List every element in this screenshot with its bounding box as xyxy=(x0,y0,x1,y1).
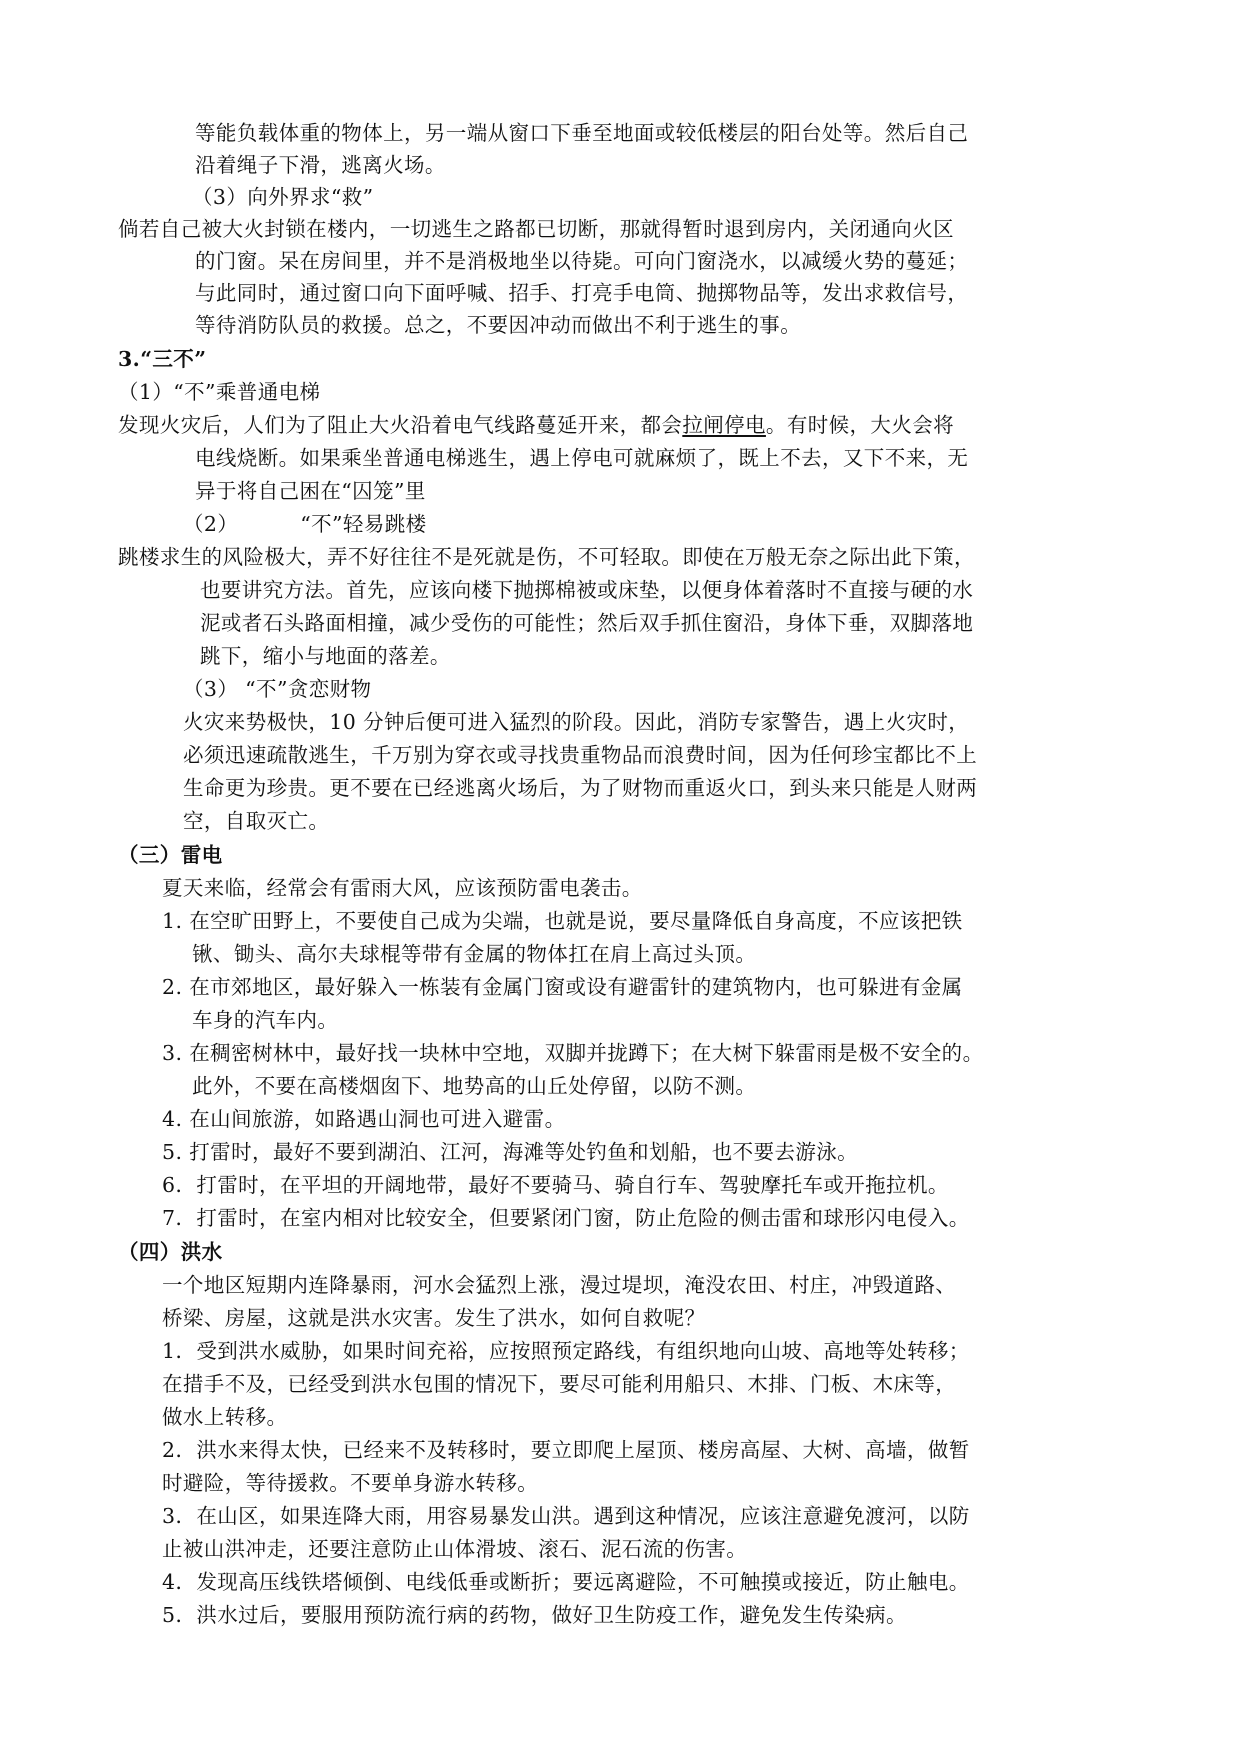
subsection-heading xyxy=(183,509,427,539)
list-item: 3. 在稠密树林中，最好找一块林中空地，双脚并拢蹲下；在大树下躲雷雨是极不安全的。 xyxy=(162,1041,984,1065)
list-item-continued: 止被山洪冲走，还要注意防止山体滑坡、滚石、泥石流的伤害。 xyxy=(162,1537,748,1561)
paragraph-line: 必须迅速疏散逃生，千万别为穿衣或寻找贵重物品而浪费时间，因为任何珍宝都比不上 xyxy=(183,743,978,767)
paragraph-line: 沿着绳子下滑，逃离火场。 xyxy=(195,153,446,177)
paragraph-line: 异于将自己困在“囚笼”里 xyxy=(195,479,426,503)
paragraph-line: 等待消防队员的救援。总之，不要因冲动而做出不利于逃生的事。 xyxy=(195,313,802,337)
list-item: 4. 在山间旅游，如路遇山洞也可进入避雷。 xyxy=(162,1107,566,1131)
subsection-heading: （3） “不”贪恋财物 xyxy=(183,677,372,701)
section-heading: （三）雷电 xyxy=(118,843,223,867)
paragraph-text: 发现火灾后，人们为了阻止大火沿着电气线路蔓延开来，都会 xyxy=(118,413,683,437)
list-item: 4．发现高压线铁塔倾倒、电线低垂或断折；要远离避险，不可触摸或接近，防止触电。 xyxy=(162,1570,970,1594)
list-item-continued: 锹、锄头、高尔夫球棍等带有金属的物体扛在肩上高过头顶。 xyxy=(192,942,757,966)
list-item: 3．在山区，如果连降大雨，用容易暴发山洪。遇到这种情况，应该注意避免渡河，以防 xyxy=(162,1504,970,1528)
paragraph-line: 火灾来势极快，10 分钟后便可进入猛烈的阶段。因此，消防专家警告，遇上火灾时， xyxy=(183,710,970,734)
paragraph-line xyxy=(118,410,954,440)
list-item: 5．洪水过后，要服用预防流行病的药物，做好卫生防疫工作，避免发生传染病。 xyxy=(162,1603,907,1627)
paragraph-line: 等能负载体重的物体上，另一端从窗口下垂至地面或较低楼层的阳台处等。然后自己 xyxy=(195,121,969,145)
list-item: 7．打雷时，在室内相对比较安全，但要紧闭门窗，防止危险的侧击雷和球形闪电侵入。 xyxy=(162,1206,970,1230)
subsection-number: （2） xyxy=(183,512,239,536)
paragraph-line: 生命更为珍贵。更不要在已经逃离火场后，为了财物而重返火口，到头来只能是人财两 xyxy=(183,776,978,800)
paragraph-line: 泥或者石头路面相撞，减少受伤的可能性；然后双手抓住窗沿，身体下垂，双脚落地 xyxy=(200,611,974,635)
list-item-continued: 此外，不要在高楼烟囱下、地势高的山丘处停留，以防不测。 xyxy=(192,1074,757,1098)
list-item: 2．洪水来得太快，已经来不及转移时，要立即爬上屋顶、楼房高屋、大树、高墙，做暂 xyxy=(162,1438,970,1462)
list-item: 5. 打雷时，最好不要到湖泊、江河，海滩等处钓鱼和划船，也不要去游泳。 xyxy=(162,1140,859,1164)
list-item-continued: 时避险，等待援救。不要单身游水转移。 xyxy=(162,1471,539,1495)
list-item: 2. 在市郊地区，最好躲入一栋装有金属门窗或设有避雷针的建筑物内，也可躲进有金属 xyxy=(162,975,963,999)
list-item-continued: 在措手不及，已经受到洪水包围的情况下，要尽可能利用船只、木排、门板、木床等， xyxy=(162,1372,957,1396)
section-heading: （四）洪水 xyxy=(118,1240,223,1264)
list-item-continued: 做水上转移。 xyxy=(162,1405,288,1429)
paragraph-line: 倘若自己被大火封锁在楼内，一切逃生之路都已切断，那就得暂时退到房内，关闭通向火区 xyxy=(118,217,954,241)
paragraph-line: 跳楼求生的风险极大，弄不好往往不是死就是伤，不可轻取。即使在万般无奈之际出此下策， xyxy=(118,545,975,569)
paragraph-line: 也要讲究方法。首先，应该向楼下抛掷棉被或床垫，以便身体着落时不直接与硬的水 xyxy=(200,578,974,602)
subsection-title: “不”轻易跳楼 xyxy=(300,512,427,536)
list-item: 1. 在空旷田野上，不要使自己成为尖端，也就是说，要尽量降低自身高度，不应该把铁 xyxy=(162,909,963,933)
paragraph-line: 与此同时，通过窗口向下面呼喊、招手、打亮手电筒、抛掷物品等，发出求救信号， xyxy=(195,281,969,305)
paragraph-line: 跳下，缩小与地面的落差。 xyxy=(200,644,451,668)
list-item: 1．受到洪水威胁，如果时间充裕，应按照预定路线，有组织地向山坡、高地等处转移； xyxy=(162,1339,970,1363)
paragraph-text: 。有时候，大火会将 xyxy=(765,413,955,437)
paragraph-line: 电线烧断。如果乘坐普通电梯逃生，遇上停电可就麻烦了，既上不去，又下不来，无 xyxy=(195,446,969,470)
section-heading: 3.“三不” xyxy=(118,347,207,371)
underlined-term: 拉闸停电 xyxy=(682,413,766,437)
paragraph-line: 一个地区短期内连降暴雨，河水会猛烈上涨，漫过堤坝，淹没农田、村庄，冲毁道路、 xyxy=(162,1273,957,1297)
subsection-heading: （3）向外界求“救” xyxy=(192,185,374,209)
list-item-continued: 车身的汽车内。 xyxy=(192,1008,339,1032)
paragraph-line: 夏天来临，经常会有雷雨大风，应该预防雷电袭击。 xyxy=(162,876,643,900)
subsection-heading: （1）“不”乘普通电梯 xyxy=(118,380,321,404)
paragraph-line: 的门窗。呆在房间里，并不是消极地坐以待毙。可向门窗浇水，以减缓火势的蔓延； xyxy=(195,249,969,273)
paragraph-line: 桥梁、房屋，这就是洪水灾害。发生了洪水，如何自救呢？ xyxy=(162,1306,706,1330)
paragraph-line: 空，自取灭亡。 xyxy=(183,809,330,833)
list-item: 6．打雷时，在平坦的开阔地带，最好不要骑马、骑自行车、驾驶摩托车或开拖拉机。 xyxy=(162,1173,949,1197)
